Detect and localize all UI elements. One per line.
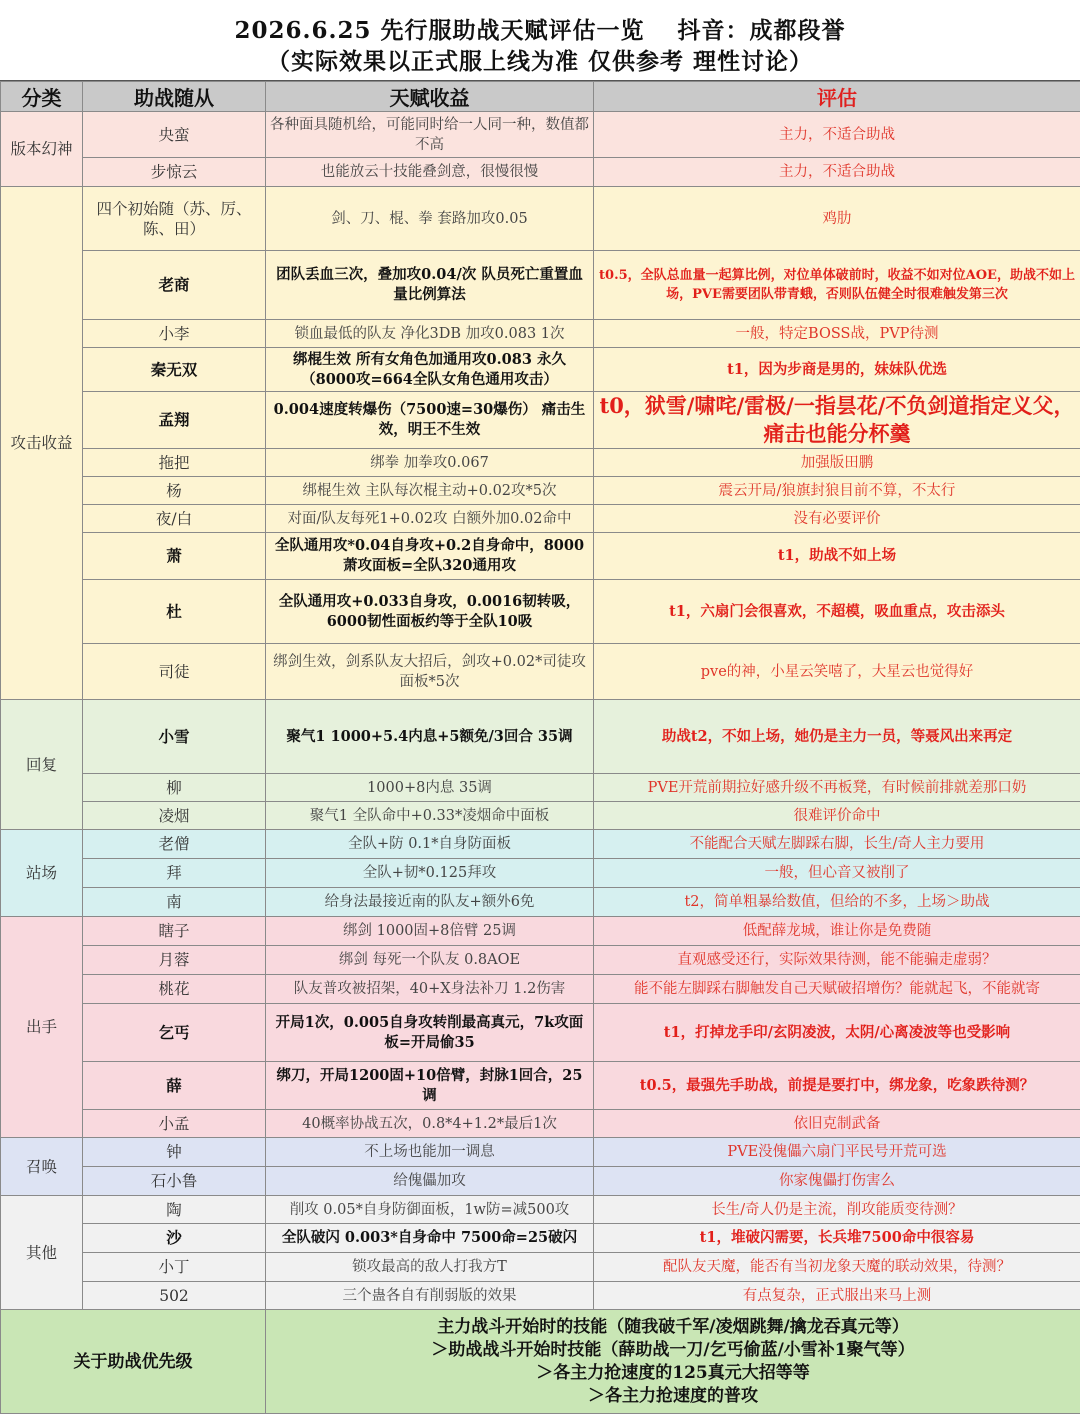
col-header-evaluation: 评估 xyxy=(594,82,1080,112)
evaluation-table xyxy=(0,81,1080,1414)
sheet-header xyxy=(0,0,1080,82)
evaluation-text: 一般，特定BOSS战，PVP待测 xyxy=(594,320,1080,348)
evaluation-text: 依旧克制武备 xyxy=(594,1110,1080,1138)
col-header-category: 分类 xyxy=(1,82,83,112)
table-row xyxy=(1,700,1080,774)
category-cell: 出手 xyxy=(1,917,83,1138)
evaluation-text: 鸡肋 xyxy=(594,187,1080,251)
talent-effect: 各种面具随机给，可能同时给一人同一种，数值都不高 xyxy=(266,112,594,158)
evaluation-text: t1，打掉龙手印/玄阴凌波，太阴/心离凌波等也受影响 xyxy=(594,1004,1080,1062)
priority-line: ＞助战战斗开始时技能（薛助战一刀/乞丐偷蓝/小雪补1聚气等） xyxy=(431,1339,915,1360)
talent-effect: 40概率协战五次，0.8*4+1.2*最后1次 xyxy=(266,1110,594,1138)
talent-effect: 锁血最低的队友 净化3DB 加攻0.083 1次 xyxy=(266,320,594,348)
evaluation-text: PVE没傀儡六扇门平民号开荒可选 xyxy=(594,1138,1080,1167)
table-row xyxy=(1,1004,1080,1062)
evaluation-text: 主力，不适合助战 xyxy=(594,158,1080,187)
talent-effect: 1000+8内息 35调 xyxy=(266,774,594,802)
evaluation-text: PVE开荒前期拉好感升级不再板凳，有时候前排就差那口奶 xyxy=(594,774,1080,802)
table-row xyxy=(1,830,1080,859)
companion-name: 月蓉 xyxy=(83,946,266,975)
talent-effect: 三个蛊各自有削弱版的效果 xyxy=(266,1282,594,1310)
companion-name: 凌烟 xyxy=(83,802,266,830)
table-row xyxy=(1,1196,1080,1224)
table-row xyxy=(1,1062,1080,1110)
table-row xyxy=(1,1167,1080,1196)
priority-line: 主力战斗开始时的技能（随我破千军/凌烟跳舞/擒龙吞真元等） xyxy=(437,1316,909,1337)
evaluation-text: t1，助战不如上场 xyxy=(594,533,1080,580)
priority-title: 关于助战优先级 xyxy=(1,1310,266,1414)
evaluation-text: 有点复杂，正式服出来马上测 xyxy=(594,1282,1080,1310)
evaluation-text: 很难评价命中 xyxy=(594,802,1080,830)
sheet-subtitle: （实际效果以正式服上线为准 仅供参考 理性讨论） xyxy=(266,48,813,75)
table-row xyxy=(1,774,1080,802)
table-row xyxy=(1,975,1080,1004)
companion-name: 杜 xyxy=(83,580,266,644)
companion-name: 杨 xyxy=(83,477,266,505)
sheet-title: 2026.6.25 先行服助战天赋评估一览 抖音：成都段誉 xyxy=(234,17,846,44)
table-header-row xyxy=(1,82,1080,112)
talent-effect: 团队丢血三次，叠加攻0.04/次 队员死亡重置血量比例算法 xyxy=(266,251,594,320)
companion-name: 拖把 xyxy=(83,449,266,477)
category-cell: 召唤 xyxy=(1,1138,83,1196)
talent-effect: 全队+防 0.1*自身防面板 xyxy=(266,830,594,859)
table-row xyxy=(1,158,1080,187)
evaluation-text: 不能配合天赋左脚踩右脚，长生/奇人主力要用 xyxy=(594,830,1080,859)
table-row xyxy=(1,888,1080,917)
priority-body xyxy=(266,1310,1080,1414)
companion-name: 司徒 xyxy=(83,644,266,700)
evaluation-text: t1，因为步商是男的，妹妹队优选 xyxy=(594,348,1080,392)
companion-name: 老商 xyxy=(83,251,266,320)
evaluation-text: t1，六扇门会很喜欢，不超模，吸血重点，攻击添头 xyxy=(594,580,1080,644)
talent-effect: 绑剑生效，剑系队友大招后，剑攻+0.02*司徒攻面板*5次 xyxy=(266,644,594,700)
evaluation-text: 直观感受还行，实际效果待测，能不能骗走虚弱？ xyxy=(594,946,1080,975)
category-cell: 回复 xyxy=(1,700,83,830)
companion-name: 小丁 xyxy=(83,1253,266,1282)
companion-name: 夜/白 xyxy=(83,505,266,533)
talent-effect: 绑棍生效 所有女角色加通用攻0.083 永久（8000攻=664全队女角色通用攻击） xyxy=(266,348,594,392)
table-row xyxy=(1,802,1080,830)
companion-name: 桃花 xyxy=(83,975,266,1004)
table-row xyxy=(1,1224,1080,1253)
table-row xyxy=(1,449,1080,477)
talent-effect: 绑拳 加拳攻0.067 xyxy=(266,449,594,477)
evaluation-text: 震云开局/狼旗封狼目前不算，不太行 xyxy=(594,477,1080,505)
table-row xyxy=(1,251,1080,320)
companion-name: 薛 xyxy=(83,1062,266,1110)
companion-name: 502 xyxy=(83,1282,266,1310)
companion-name: 石小鲁 xyxy=(83,1167,266,1196)
talent-effect: 队友普攻被招架，40+X身法补刀 1.2伤害 xyxy=(266,975,594,1004)
talent-effect: 开局1次，0.005自身攻转削最高真元，7k攻面板=开局偷35 xyxy=(266,1004,594,1062)
talent-effect: 全队破闪 0.003*自身命中 7500命=25破闪 xyxy=(266,1224,594,1253)
talent-effect: 聚气1 全队命中+0.33*凌烟命中面板 xyxy=(266,802,594,830)
companion-name: 小李 xyxy=(83,320,266,348)
companion-name: 央蛮 xyxy=(83,112,266,158)
evaluation-text: pve的神，小星云笑嘻了，大星云也觉得好 xyxy=(594,644,1080,700)
table-row xyxy=(1,187,1080,251)
table-row xyxy=(1,1110,1080,1138)
priority-line: ＞各主力抢速度的普攻 xyxy=(588,1385,758,1406)
talent-effect: 也能放云十技能叠剑意，很慢很慢 xyxy=(266,158,594,187)
table-row xyxy=(1,644,1080,700)
companion-name: 小雪 xyxy=(83,700,266,774)
companion-name: 秦无双 xyxy=(83,348,266,392)
table-row xyxy=(1,533,1080,580)
evaluation-text: 能不能左脚踩右脚触发自己天赋破招增伤？能就起飞，不能就寄 xyxy=(594,975,1080,1004)
evaluation-text: t0.5，全队总血量一起算比例，对位单体破前时，收益不如对位AOE，助战不如上场，PVE需要团队带青蛾，否则队伍健全时很难触发第三次 xyxy=(594,251,1080,320)
evaluation-text: 低配薛龙城，谁让你是免费随 xyxy=(594,917,1080,946)
evaluation-text: 长生/奇人仍是主流，削攻能质变待测？ xyxy=(594,1196,1080,1224)
companion-name: 钟 xyxy=(83,1138,266,1167)
talent-effect: 给身法最接近南的队友+额外6免 xyxy=(266,888,594,917)
table-row xyxy=(1,348,1080,392)
companion-name: 南 xyxy=(83,888,266,917)
talent-effect: 锁攻最高的敌人打我方T xyxy=(266,1253,594,1282)
companion-name: 拜 xyxy=(83,859,266,888)
category-cell: 攻击收益 xyxy=(1,187,83,700)
table-row xyxy=(1,1282,1080,1310)
talent-effect: 绑棍生效 主队每次棍主动+0.02攻*5次 xyxy=(266,477,594,505)
category-cell: 其他 xyxy=(1,1196,83,1310)
talent-effect: 削攻 0.05*自身防御面板，1w防=减500攻 xyxy=(266,1196,594,1224)
evaluation-text: 助战t2，不如上场，她仍是主力一员，等聂风出来再定 xyxy=(594,700,1080,774)
talent-effect: 0.004速度转爆伤（7500速=30爆伤） 痛击生效，明王不生效 xyxy=(266,392,594,449)
table-row xyxy=(1,1253,1080,1282)
col-header-talent: 天赋收益 xyxy=(266,82,594,112)
talent-effect: 剑、刀、棍、拳 套路加攻0.05 xyxy=(266,187,594,251)
companion-name: 老僧 xyxy=(83,830,266,859)
table-row xyxy=(1,580,1080,644)
talent-effect: 聚气1 1000+5.4内息+5额免/3回合 35调 xyxy=(266,700,594,774)
col-header-companion: 助战随从 xyxy=(83,82,266,112)
evaluation-text: 主力，不适合助战 xyxy=(594,112,1080,158)
talent-effect: 绑剑 1000固+8倍臂 25调 xyxy=(266,917,594,946)
talent-effect: 全队通用攻+0.033自身攻，0.0016韧转吸，6000韧性面板约等于全队10吸 xyxy=(266,580,594,644)
evaluation-text: 配队友天魔，能否有当初龙象天魔的联动效果，待测？ xyxy=(594,1253,1080,1282)
table-row xyxy=(1,477,1080,505)
companion-name: 沙 xyxy=(83,1224,266,1253)
table-row xyxy=(1,946,1080,975)
table-row xyxy=(1,112,1080,158)
talent-effect: 对面/队友每死1+0.02攻 白额外加0.02命中 xyxy=(266,505,594,533)
evaluation-text: 加强版田鹏 xyxy=(594,449,1080,477)
priority-row xyxy=(1,1310,1080,1414)
companion-name: 柳 xyxy=(83,774,266,802)
evaluation-text: 你家傀儡打伤害么 xyxy=(594,1167,1080,1196)
evaluation-text: t0.5，最强先手助战，前提是要打中，绑龙象，吃象跌待测？ xyxy=(594,1062,1080,1110)
table-row xyxy=(1,859,1080,888)
companion-name: 乞丐 xyxy=(83,1004,266,1062)
talent-effect: 不上场也能加一调息 xyxy=(266,1138,594,1167)
evaluation-text: t0，狱雪/啸咤/雷极/一指昙花/不负剑道指定义父，痛击也能分杯羹 xyxy=(594,392,1080,449)
talent-effect: 给傀儡加攻 xyxy=(266,1167,594,1196)
evaluation-text: t1，堆破闪需要，长兵堆7500命中很容易 xyxy=(594,1224,1080,1253)
evaluation-text: 一般，但心音又被削了 xyxy=(594,859,1080,888)
category-cell: 版本幻神 xyxy=(1,112,83,187)
companion-name: 陶 xyxy=(83,1196,266,1224)
table-row xyxy=(1,320,1080,348)
companion-name: 萧 xyxy=(83,533,266,580)
companion-name: 小孟 xyxy=(83,1110,266,1138)
evaluation-text: t2，简单粗暴给数值，但给的不多，上场＞助战 xyxy=(594,888,1080,917)
table-row xyxy=(1,505,1080,533)
talent-effect: 绑刀，开局1200固+10倍臂，封脉1回合，25调 xyxy=(266,1062,594,1110)
category-cell: 站场 xyxy=(1,830,83,917)
table-row xyxy=(1,392,1080,449)
table-row xyxy=(1,1138,1080,1167)
priority-line: ＞各主力抢速度的125真元大招等等 xyxy=(536,1362,810,1383)
companion-name: 瞎子 xyxy=(83,917,266,946)
talent-effect: 绑剑 每死一个队友 0.8AOE xyxy=(266,946,594,975)
companion-name: 步惊云 xyxy=(83,158,266,187)
talent-effect: 全队通用攻*0.04自身攻+0.2自身命中，8000萧攻面板=全队320通用攻 xyxy=(266,533,594,580)
talent-effect: 全队+韧*0.125拜攻 xyxy=(266,859,594,888)
evaluation-text: 没有必要评价 xyxy=(594,505,1080,533)
table-row xyxy=(1,917,1080,946)
companion-name: 孟翔 xyxy=(83,392,266,449)
companion-name: 四个初始随（苏、厉、陈、田） xyxy=(83,187,266,251)
